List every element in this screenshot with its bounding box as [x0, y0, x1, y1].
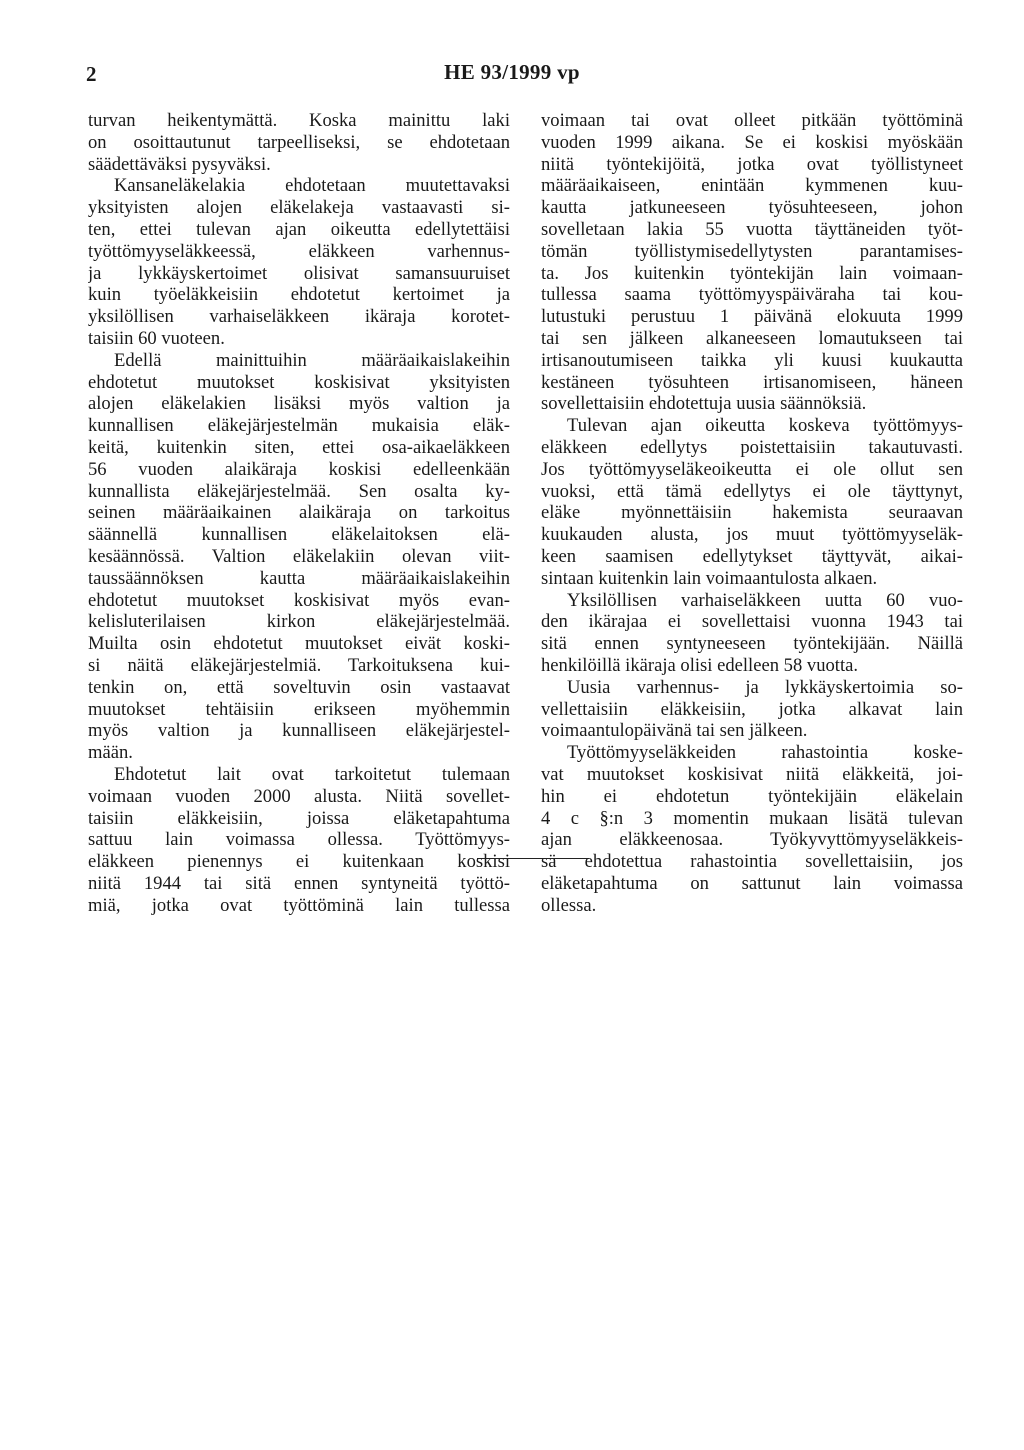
text-line: Tulevan ajan oikeutta koskeva työttömyys-	[567, 415, 963, 437]
text-line: 4 c §:n 3 momentin mukaan lisätä tulevan	[541, 807, 963, 829]
text-line: on osoittautunut tarpeelliseksi, se ehdotetaan	[88, 131, 510, 153]
text-line: vellettaisiin eläkkeisiin, jotka alkavat lain	[541, 698, 963, 720]
text-line: taisiin eläkkeisiin, joissa eläketapahtuma	[88, 807, 510, 829]
text-line: hin ei ehdotetun työntekijäin eläkelain	[541, 785, 963, 807]
text-line: sovellettaisiin ehdotettuja uusia säännöksiä.	[541, 393, 867, 415]
text-line: kautta jatkuneeseen työsuhteeseen, johon	[541, 197, 963, 219]
text-line: sintaan kuitenkin lain voimaantulosta alkaen.	[541, 567, 878, 589]
text-line: niitä 1944 tai sitä ennen syntyneitä työttö-	[88, 872, 510, 894]
text-line: seinen määräaikainen alaikäraja on tarkoitus	[88, 502, 510, 524]
text-line: ollessa.	[541, 894, 597, 916]
text-line: henkilöillä ikäraja olisi edelleen 58 vuotta.	[541, 654, 859, 676]
text-line: alojen eläkelakien lisäksi myös valtion ja	[88, 393, 510, 415]
footer-rule	[477, 858, 589, 859]
text-line: Jos työttömyyseläkeoikeutta ei ole ollut sen	[541, 458, 963, 480]
text-line: ehdotetut muutokset koskisivat yksityisten	[88, 371, 510, 393]
text-line: ja lykkäyskertoimet olisivat samansuuruiset	[88, 262, 510, 284]
text-line: kestäneen työsuhteen irtisanomiseen, häneen	[541, 371, 963, 393]
text-line: ta. Jos kuitenkin työntekijän lain voimaan-	[541, 262, 963, 284]
text-line: kelisluterilaisen kirkon eläkejärjestelmää.	[88, 611, 510, 633]
text-line: ten, ettei tulevan ajan oikeutta edellytettäisi	[88, 218, 510, 240]
text-line: kunnallisen eläkejärjestelmän mukaisia eläk-	[88, 415, 510, 437]
text-line: Muilta osin ehdotetut muutokset eivät koski-	[88, 633, 510, 655]
text-line: yksilöllisen varhaiseläkkeen ikäraja korotet-	[88, 306, 510, 328]
text-line: irtisanoutumiseen taikka yli kuusi kuukautta	[541, 349, 963, 371]
text-line: Ehdotetut lait ovat tarkoitetut tulemaan	[114, 763, 510, 785]
text-line: taisiin 60 vuoteen.	[88, 327, 225, 349]
text-line: vuoden 1999 aikana. Se ei koskisi myöskään	[541, 131, 963, 153]
text-line: eläkkeen edellytys poistettaisiin takautuvasti.	[541, 436, 963, 458]
text-line: kunnallista eläkejärjestelmää. Sen osalta ky-	[88, 480, 510, 502]
text-line: sitä ennen syntyneeseen työntekijään. Näillä	[541, 633, 963, 655]
text-line: ehdotetut muutokset koskisivat myös evan-	[88, 589, 510, 611]
text-line: eläkkeen pienennys ei kuitenkaan koskisi	[88, 851, 510, 873]
text-line: keen saamisen edellytykset täyttyvät, aikai-	[541, 545, 963, 567]
text-line: keitä, kuitenkin siten, ettei osa-aikaeläkkeen	[88, 436, 510, 458]
running-head: HE 93/1999 vp	[444, 60, 580, 84]
text-line: voimaan vuoden 2000 alusta. Niitä sovellet-	[88, 785, 510, 807]
text-line: taussäännöksen kautta määräaikaislakeihin	[88, 567, 510, 589]
text-line: vuoksi, että tämä edellytys ei ole täyttynyt,	[541, 480, 963, 502]
text-line: den ikärajaa ei sovellettaisi vuonna 1943 tai	[541, 611, 963, 633]
text-line: si näitä eläkejärjestelmiä. Tarkoituksena kui-	[88, 654, 510, 676]
text-line: ajan eläkkeenosaa. Työkyvyttömyyseläkkeis-	[541, 829, 963, 851]
text-line: sovelletaan lakia 55 vuotta täyttäneiden työt-	[541, 218, 963, 240]
text-line: lutustuki perustuu 1 päivänä elokuuta 1999	[541, 306, 963, 328]
text-line: Työttömyyseläkkeiden rahastointia koske-	[567, 742, 963, 764]
left-column	[88, 110, 510, 916]
text-line: Edellä mainittuihin määräaikaislakeihin	[114, 349, 510, 371]
text-line: Uusia varhennus- ja lykkäyskertoimia so-	[567, 676, 963, 698]
text-line: tai sen jälkeen alkaneeseen lomautukseen tai	[541, 327, 963, 349]
text-line: vat muutokset koskisivat niitä eläkkeitä, joi-	[541, 763, 963, 785]
text-line: sä ehdotettua rahastointia sovellettaisiin, jos	[541, 851, 963, 873]
text-line: myös valtion ja kunnalliseen eläkejärjestel-	[88, 720, 510, 742]
text-line: eläketapahtuma on sattunut lain voimassa	[541, 872, 963, 894]
text-line: niitä työntekijöitä, jotka ovat työllistyneet	[541, 153, 963, 175]
text-line: muutokset tehtäisiin erikseen myöhemmin	[88, 698, 510, 720]
right-column	[541, 110, 963, 916]
text-line: eläke myönnettäisiin hakemista seuraavan	[541, 502, 963, 524]
text-line: tullessa saama työttömyyspäiväraha tai kou-	[541, 284, 963, 306]
text-line: Yksilöllisen varhaiseläkkeen uutta 60 vuo-	[567, 589, 963, 611]
text-line: määräaikaiseen, enintään kymmenen kuu-	[541, 175, 963, 197]
text-line: tenkin on, että soveltuvin osin vastaavat	[88, 676, 510, 698]
text-line: Kansaneläkelakia ehdotetaan muutettavaksi	[114, 175, 510, 197]
text-line: säädettäväksi pysyväksi.	[88, 153, 271, 175]
text-line: sattuu lain voimassa ollessa. Työttömyys-	[88, 829, 510, 851]
text-line: kesäännössä. Valtion eläkelakiin olevan viit-	[88, 545, 510, 567]
text-line: kuin työeläkkeisiin ehdotetut kertoimet ja	[88, 284, 510, 306]
text-line: kuukauden alusta, jos muut työttömyyseläk-	[541, 524, 963, 546]
page-number: 2	[86, 62, 97, 86]
text-line: säännellä kunnallisen eläkelaitoksen elä-	[88, 524, 510, 546]
text-line: voimaantulopäivänä tai sen jälkeen.	[541, 720, 808, 742]
text-line: 56 vuoden alaikäraja koskisi edelleenkään	[88, 458, 510, 480]
text-line: tömän työllistymisedellytysten parantamises-	[541, 240, 963, 262]
text-line: mään.	[88, 742, 133, 764]
text-line: työttömyyseläkkeessä, eläkkeen varhennus-	[88, 240, 510, 262]
text-line: yksityisten alojen eläkelakeja vastaavasti si-	[88, 197, 510, 219]
text-line: voimaan tai ovat olleet pitkään työttöminä	[541, 110, 963, 131]
text-line: miä, jotka ovat työttöminä lain tullessa	[88, 894, 510, 916]
text-line: turvan heikentymättä. Koska mainittu laki	[88, 110, 510, 131]
